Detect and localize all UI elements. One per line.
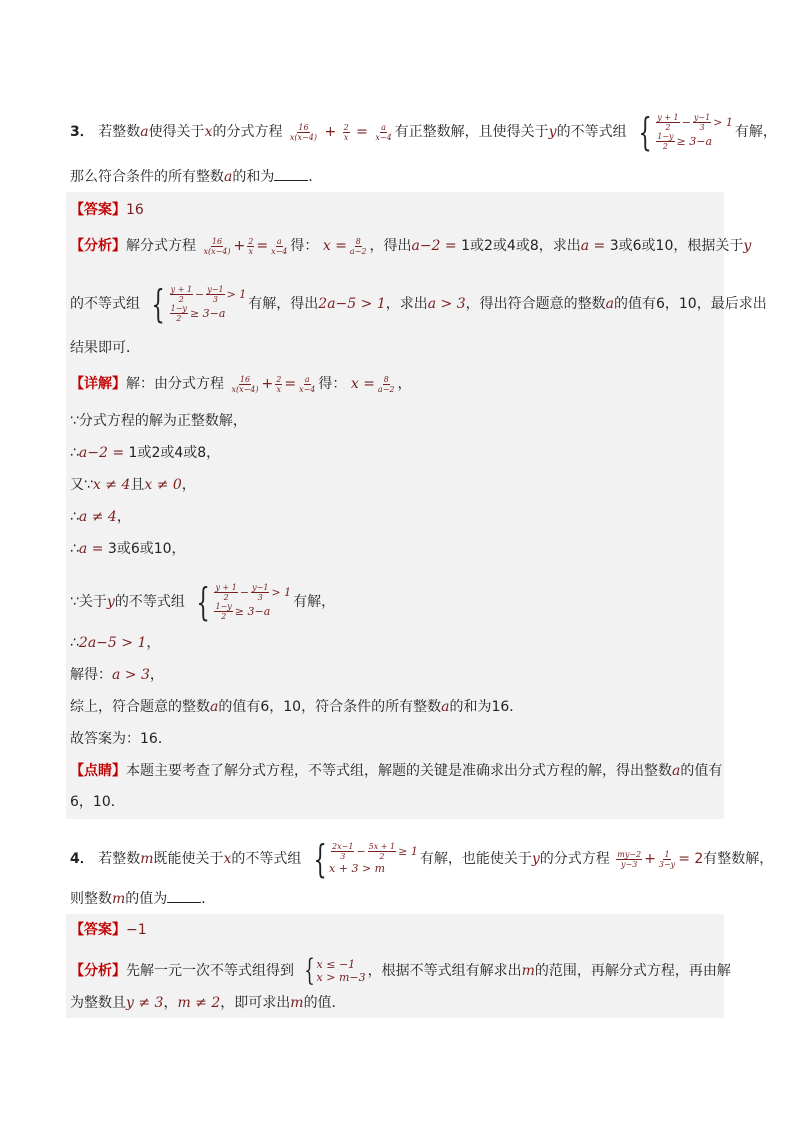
text: 结果即可．	[70, 340, 140, 356]
inequality-system: { $\frac{y + 1}{2}$ − $\frac{y-1}{3}$ > 1 $\frac{1-y}{2}$ ≥ 3−a	[638, 110, 733, 154]
fraction: $\frac{2}{x}$	[343, 122, 349, 142]
math: y ≠ 3	[126, 995, 164, 1011]
text: 的范围，再解分式方程，再由解	[534, 963, 731, 979]
text: 的值有6，10，最后求出	[613, 296, 767, 312]
q4-answer	[70, 920, 147, 940]
q3-detail-line4	[70, 475, 196, 495]
var-a: a	[210, 699, 219, 715]
q3-detail-line10	[70, 697, 523, 717]
text: 的分式方程	[212, 124, 283, 140]
text: 的值有6，10，符合条件的所有整数	[218, 699, 442, 715]
answer-value: −1	[126, 922, 147, 938]
text: ∴	[70, 509, 79, 525]
q4-analysis-line1	[70, 953, 731, 988]
q3-detail-line8	[70, 633, 160, 653]
text: ，根据不等式组有解求出	[367, 963, 522, 979]
inequality-system: { $\frac{2x-1}{3}$ − $\frac{5x + 1}{2}$ ≥ 1 x + 3 > m	[313, 837, 418, 881]
math: a > 3	[112, 667, 150, 683]
text: 使得关于	[148, 124, 205, 140]
var-a: a	[224, 169, 233, 185]
text: ，	[181, 477, 196, 493]
q4-number: 4．	[70, 851, 94, 867]
detail-tag: 【详解】	[70, 376, 126, 392]
var-m: m	[290, 995, 304, 1011]
text: ，	[116, 509, 131, 525]
text: 的和为	[232, 169, 275, 185]
q3-detail-line5	[70, 507, 131, 527]
text: ，	[149, 667, 164, 683]
text: ∴	[70, 635, 79, 651]
answer-value: 16	[126, 202, 144, 218]
q3-detail-line11	[70, 729, 172, 749]
text: 有解，得出	[248, 296, 319, 312]
text: 有正整数解，且使得关于	[394, 124, 549, 140]
q3-analysis-line1: 【分析】解分式方程 $\frac{16}{x(x-4)}$ + $\frac{2}{x}$ = $\frac{a}{x-4}$ 得： x = $\frac{8}{a-2}$ ，得出a−2 = 1或2或4或8，求出a = 3或6或10，根据关于y	[70, 236, 752, 256]
text: 为整数且	[70, 995, 126, 1011]
q3-detail-line6	[70, 539, 186, 559]
q3-comment-line1	[70, 761, 722, 781]
text: 先解一元一次不等式组得到	[126, 963, 294, 979]
text: ，	[397, 376, 412, 392]
var-a: a	[441, 699, 450, 715]
math: x =	[350, 376, 375, 392]
text: 又∵	[70, 477, 93, 493]
text: 的不等式组	[556, 124, 627, 140]
text: 且	[130, 477, 145, 493]
text: 综上，符合题意的整数	[70, 699, 210, 715]
q3-analysis-line2	[70, 282, 767, 326]
q3-detail-line1: 【详解】解：由分式方程 $\frac{16}{x(x-4)}$ + $\frac{2}{x}$ = $\frac{a}{x-4}$ 得： x = $\frac{8}{a-2}$ ，	[70, 374, 412, 394]
text: 的值为	[125, 891, 168, 907]
math: m ≠ 2	[177, 995, 221, 1011]
text: ∴	[70, 541, 79, 557]
text: 1或2或4或8，求出	[461, 238, 581, 254]
q3-detail-line3	[70, 443, 220, 463]
var-y: y	[743, 238, 752, 254]
q3-number: 3．	[70, 124, 94, 140]
text: 若整数	[98, 851, 141, 867]
math: a =	[580, 238, 606, 254]
answer-blank	[274, 166, 308, 181]
inequality-result: { x ≤ −1 x > m−3	[304, 953, 366, 988]
text: 有解，	[734, 124, 777, 140]
math: a−2 =	[411, 238, 457, 254]
equals-sign: =	[356, 124, 368, 140]
answer-tag: 【答案】	[70, 202, 126, 218]
q4-stem-line2	[70, 888, 215, 909]
q4-stem-line1: 4． 若整数m既能使关于x的不等式组 { $\frac{2x-1}{3}$ − $\frac{5x + 1}{2}$ ≥ 1 x + 3 > m 有解，也能使关于y的分式方程 $\frac{my-2}{y-3}$ + $\frac{1}{3-y}$ = 2有整数解，	[70, 837, 774, 881]
text: ∴	[70, 445, 79, 461]
q3-detail-line7	[70, 580, 336, 624]
q3-comment-line2	[70, 792, 125, 812]
text: 解得：	[70, 667, 112, 683]
text: ．	[308, 169, 323, 185]
text: ，即可求出	[220, 995, 291, 1011]
math: x ≠ 4	[92, 477, 131, 493]
q4-analysis-line2	[70, 993, 346, 1013]
var-a: a	[140, 124, 149, 140]
var-y: y	[548, 124, 557, 140]
math: x ≠ 0	[144, 477, 182, 493]
text: ，求出	[385, 296, 428, 312]
text: 那么符合条件的所有整数	[70, 169, 224, 185]
analysis-tag: 【分析】	[70, 963, 126, 979]
math: a−2 =	[78, 445, 125, 461]
text: ，得出符合题意的整数	[465, 296, 606, 312]
q3-detail-line2	[70, 411, 247, 431]
var-m: m	[140, 851, 154, 867]
inequality-system: { $\frac{y + 1}{2}$ − $\frac{y-1}{3}$ > 1 $\frac{1-y}{2}$ ≥ 3−a	[196, 580, 292, 624]
var-a: a	[672, 763, 681, 779]
q3-answer	[70, 200, 144, 220]
var-x: x	[204, 124, 213, 140]
math: a =	[78, 541, 104, 557]
text: 的值．	[303, 995, 346, 1011]
text: 本题主要考查了解分式方程，不等式组，解题的关键是准确求出分式方程的解，得出整数	[126, 763, 672, 779]
text: 1或2或4或8，	[128, 445, 221, 461]
q3-analysis-line3	[70, 338, 140, 358]
fraction: $\frac{16}{x(x-4)}$	[289, 122, 317, 142]
text: 的分式方程	[539, 851, 610, 867]
text: 的不等式组	[114, 594, 185, 610]
var-m: m	[112, 891, 126, 907]
text: 的不等式组	[70, 296, 140, 312]
text: 的不等式组	[231, 851, 302, 867]
text: 故答案为：16．	[70, 731, 172, 747]
math: x =	[322, 238, 347, 254]
text: 解分式方程	[126, 238, 196, 254]
math: 2a−5 > 1	[318, 296, 386, 312]
inequality-system: { $\frac{y + 1}{2}$ − $\frac{y-1}{3}$ > 1 $\frac{1-y}{2}$ ≥ 3−a	[151, 282, 247, 326]
text: ，	[163, 995, 178, 1011]
text: 的值有	[680, 763, 723, 779]
fraction: $\frac{a}{x-4}$	[375, 122, 392, 142]
text: 的和为16．	[449, 699, 524, 715]
plus-sign: +	[324, 124, 337, 140]
answer-blank	[167, 888, 201, 903]
text: 3或6或10，根据关于	[609, 238, 744, 254]
text: 解：由分式方程	[126, 376, 224, 392]
var-a: a	[605, 296, 614, 312]
var-y: y	[106, 594, 115, 610]
q3-detail-line9	[70, 665, 164, 685]
text: ．	[201, 891, 216, 907]
text: 若整数	[98, 124, 141, 140]
analysis-tag: 【分析】	[70, 238, 126, 254]
q3-stem-line1	[70, 110, 777, 154]
text: 3或6或10，	[107, 541, 186, 557]
math: a ≠ 4	[78, 509, 117, 525]
var-x: x	[223, 851, 232, 867]
q3-stem-line2	[70, 166, 322, 187]
text: ，得出	[369, 238, 412, 254]
text: ，	[146, 635, 161, 651]
text: 有解，也能使关于	[419, 851, 532, 867]
comment-tag: 【点睛】	[70, 763, 126, 779]
var-y: y	[531, 851, 540, 867]
answer-tag: 【答案】	[70, 922, 126, 938]
text: ∵分式方程的解为正整数解，	[70, 413, 247, 429]
text: 6，10．	[70, 794, 125, 810]
var-m: m	[521, 963, 535, 979]
text: 有整数解，	[703, 851, 774, 867]
math: a > 3	[427, 296, 466, 312]
text: ∵关于	[70, 594, 107, 610]
text: 有解，	[293, 594, 336, 610]
text: 得：	[290, 238, 319, 254]
text: 既能使关于	[153, 851, 224, 867]
text: 得：	[318, 376, 347, 392]
text: 则整数	[70, 891, 112, 907]
math: 2a−5 > 1	[78, 635, 147, 651]
